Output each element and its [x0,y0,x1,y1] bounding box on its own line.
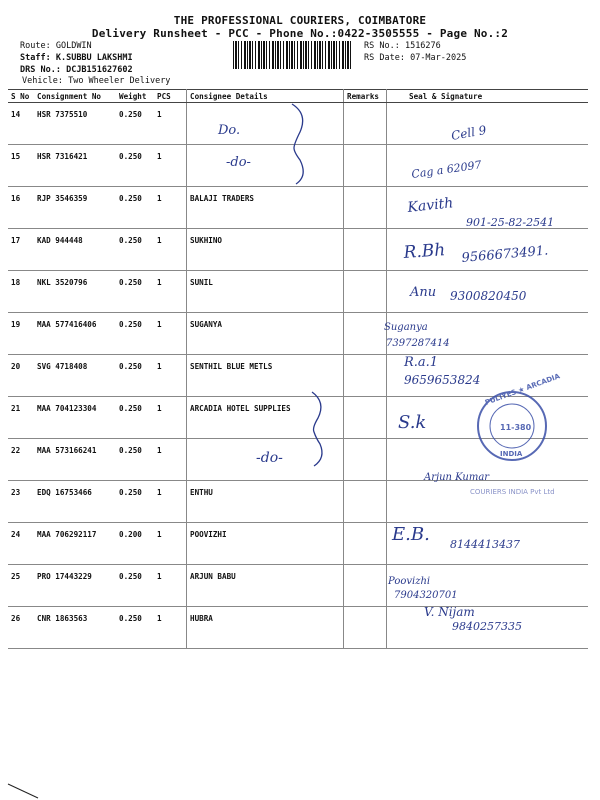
signature-23: Arjun Kumar [424,472,490,483]
cell-sno: 18 [8,271,34,313]
cell-consignment: RJP 3546359 [34,187,116,229]
cell-pcs: 1 [154,397,187,439]
ditto-mark-3: -do- [256,450,283,466]
cell-sno: 21 [8,397,34,439]
cell-weight: 0.250 [116,229,154,271]
cell-pcs: 1 [154,145,187,187]
signature-16-name: Kavith [406,195,455,216]
cell-consignment: HSR 7316421 [34,145,116,187]
cell-consignee: ARJUN BABU [187,565,344,607]
drs-line: DRS No.: DCJB151627602 [20,65,133,75]
cell-sno: 23 [8,481,34,523]
cell-consignment: EDQ 16753466 [34,481,116,523]
signature-24-mark: E.B. [392,524,430,545]
rs-date-line: RS Date: 07-Mar-2025 [364,53,467,63]
cell-consignment: SVG 4718408 [34,355,116,397]
cell-pcs: 1 [154,481,187,523]
signature-25-name: Poovizhi [388,576,431,587]
vehicle-line: Vehicle: Two Wheeler Delivery [22,76,171,86]
cell-consignee: SENTHIL BLUE METLS [187,355,344,397]
cell-consignment: PRO 17443229 [34,565,116,607]
cell-consignment: MAA 573166241 [34,439,116,481]
cell-pcs: 1 [154,565,187,607]
cell-consignee: BALAJI TRADERS [187,187,344,229]
header-consignment: Consignment No [34,90,116,103]
cell-pcs: 1 [154,271,187,313]
cell-sno: 17 [8,229,34,271]
stamp-bottom-text: INDIA [500,450,523,458]
cell-pcs: 1 [154,313,187,355]
cell-sno: 25 [8,565,34,607]
cell-sno: 26 [8,607,34,649]
header-remarks: Remarks [344,90,387,103]
cell-pcs: 1 [154,607,187,649]
cell-pcs: 1 [154,439,187,481]
signature-19-name: Suganya [384,322,428,333]
cell-pcs: 1 [154,187,187,229]
signature-25-phone: 7904320701 [394,590,458,601]
signature-19-phone: 7397287414 [386,338,450,349]
header-seal: Seal & Signature [387,90,589,103]
cell-weight: 0.250 [116,355,154,397]
cell-sno: 16 [8,187,34,229]
header-consignee: Consignee Details [187,90,344,103]
cell-consignee: SUNIL [187,271,344,313]
cell-weight: 0.200 [116,523,154,565]
company-stamp [478,372,562,460]
cell-consignment: MAA 704123304 [34,397,116,439]
cell-consignee: ENTHU [187,481,344,523]
rs-no-line: RS No.: 1516276 [364,41,441,51]
cell-weight: 0.250 [116,103,154,145]
signature-26-phone: 9840257335 [452,620,522,633]
cell-pcs: 1 [154,229,187,271]
cell-weight: 0.250 [116,397,154,439]
cell-weight: 0.250 [116,313,154,355]
faint-stamp-text: COURIERS INDIA Pvt Ltd [470,488,555,496]
cell-weight: 0.250 [116,271,154,313]
cell-sno: 20 [8,355,34,397]
cell-consignment: NKL 3520796 [34,271,116,313]
ditto-mark-2: -do- [226,155,251,170]
cell-weight: 0.250 [116,439,154,481]
cell-consignment: MAA 706292117 [34,523,116,565]
ditto-brace-1 [292,104,303,184]
signature-17-mark: R.Bh [402,240,446,263]
stamp-ring-text: PULIYES ★ ARCADIA [483,372,562,407]
signature-15: Cell 9 [450,123,488,143]
signature-17-phone: 9566673491. [461,243,549,266]
cell-pcs: 1 [154,103,187,145]
header-sno: S No [8,90,34,103]
signature-20-phone: 9659653824 [404,373,481,387]
signature-24-phone: 8144413437 [450,538,520,551]
cell-consignee: SUGANYA [187,313,344,355]
cell-consignment: KAD 944448 [34,229,116,271]
cell-weight: 0.250 [116,187,154,229]
cell-pcs: 1 [154,355,187,397]
signature-16-phone: 901-25-82-2541 [466,216,555,229]
cell-sno: 19 [8,313,34,355]
cell-consignee: SUKHINO [187,229,344,271]
signature-26-name: V. Nijam [424,605,475,619]
cell-weight: 0.250 [116,607,154,649]
route-line: Route: GOLDWIN [20,41,92,51]
cell-consignee: POOVIZHI [187,523,344,565]
cell-weight: 0.250 [116,565,154,607]
cell-weight: 0.250 [116,145,154,187]
stamp-center-text: 11-380 [500,423,532,432]
cell-sno: 14 [8,103,34,145]
staff-line: Staff: K.SUBBU LAKSHMI [20,53,133,63]
cell-pcs: 1 [154,523,187,565]
company-title: THE PROFESSIONAL COURIERS, COIMBATORE [173,14,427,27]
ditto-brace-2 [312,392,322,466]
cell-consignee: ARCADIA HOTEL SUPPLIES [187,397,344,439]
cell-consignment: HSR 7375510 [34,103,116,145]
cell-sno: 15 [8,145,34,187]
cell-consignee: HUBRA [187,607,344,649]
cell-consignment: CNR 1863563 [34,607,116,649]
scan-mark [8,784,38,798]
signature-18-phone: 9300820450 [450,289,527,303]
cell-weight: 0.250 [116,481,154,523]
ditto-mark-1: Do. [218,123,241,138]
signature-21: S.k [398,412,427,433]
header-pcs: PCS [154,90,187,103]
cell-consignment: MAA 577416406 [34,313,116,355]
cell-sno: 24 [8,523,34,565]
signature-15b: Cag a 62097 [410,158,483,181]
runsheet-subtitle: Delivery Runsheet - PCC - Phone No.:0422-3505555 - Page No.:2 [91,27,509,40]
signature-20-mark: R.a.1 [404,355,439,370]
signature-18-mark: Anu [410,285,437,300]
cell-sno: 22 [8,439,34,481]
header-weight: Weight [116,90,154,103]
